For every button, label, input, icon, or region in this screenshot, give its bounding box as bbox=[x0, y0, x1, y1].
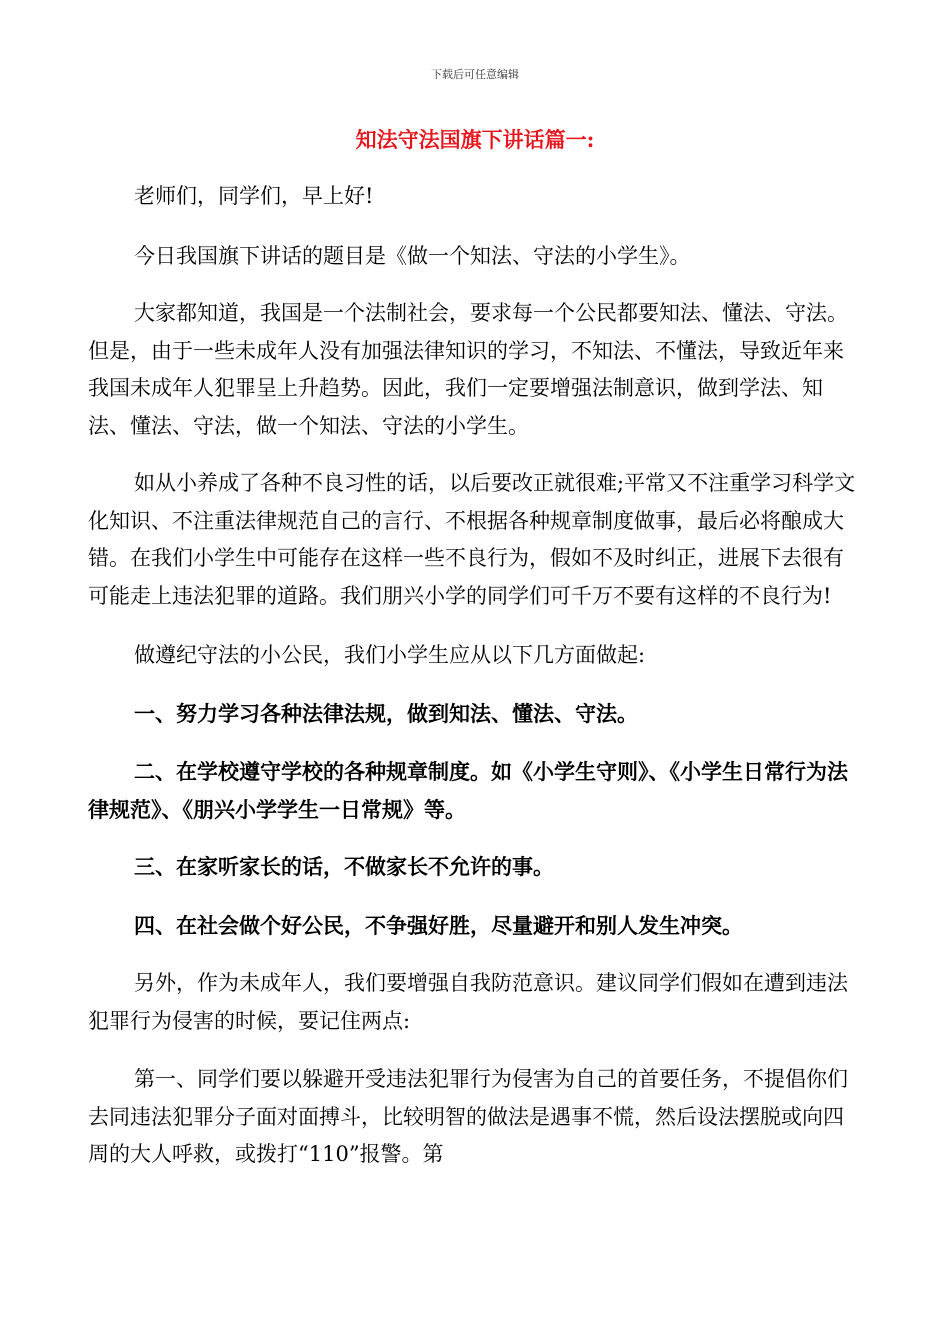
document-body bbox=[88, 178, 860, 1174]
paragraph: 另外，作为未成年人，我们要增强自我防范意识。建议同学们假如在遭到违法犯罪行为侵害的时候，要记住两点: bbox=[88, 971, 848, 1033]
paragraph: 第一、同学们要以躲避开受违法犯罪行为侵害为自己的首要任务，不提倡你们去同违法犯罪分子面对面搏斗，比较明智的做法是遇事不慌，然后设法摆脱或向四周的大人呼救，或拨打“110”报警。第 bbox=[88, 1067, 848, 1166]
point-two: 二、在学校遵守学校的各种规章制度。如《小学生守则》、《小学生日常行为法律规范》、《朋兴小学学生一日常规》等。 bbox=[88, 759, 848, 822]
point-four: 四、在社会做个好公民，不争强好胜，尽量避开和别人发生冲突。 bbox=[134, 912, 743, 938]
paragraph: 做遵纪守法的小公民，我们小学生应从以下几方面做起: bbox=[134, 643, 646, 667]
point-one: 一、努力学习各种法律法规，做到知法、懂法、守法。 bbox=[134, 700, 638, 726]
paragraph-greeting: 老师们，同学们，早上好! bbox=[134, 184, 374, 208]
document-title: 知法守法国旗下讲话篇一: bbox=[355, 127, 595, 152]
paragraph: 大家都知道，我国是一个法制社会，要求每一个公民都要知法、懂法、守法。但是，由于一些未成年人没有加强法律知识的学习，不知法、不懂法，导致近年来我国未成年人犯罪呈上升趋势。因此，我们一定要增强法制意识，做到学法、知法、懂法、守法，做一个知法、守法的小学生。 bbox=[88, 301, 848, 438]
paragraph-topic: 今日我国旗下讲话的题目是《做一个知法、守法的小学生》。 bbox=[134, 243, 691, 268]
page-header-note: 下载后可任意编辑 bbox=[431, 68, 519, 81]
point-three: 三、在家听家长的话，不做家长不允许的事。 bbox=[134, 854, 554, 879]
paragraph: 如从小养成了各种不良习性的话，以后要改正就很难;平常又不注重学习科学文化知识、不注重法律规范自己的言行、不根据各种规章制度做事，最后必将酿成大错。在我们小学生中可能存在这样一些不良行为，假如不及时纠正，进展下去很有可能走上违法犯罪的道路。我们朋兴小学的同学们可千万不要有这样的不良行为! bbox=[88, 471, 856, 608]
